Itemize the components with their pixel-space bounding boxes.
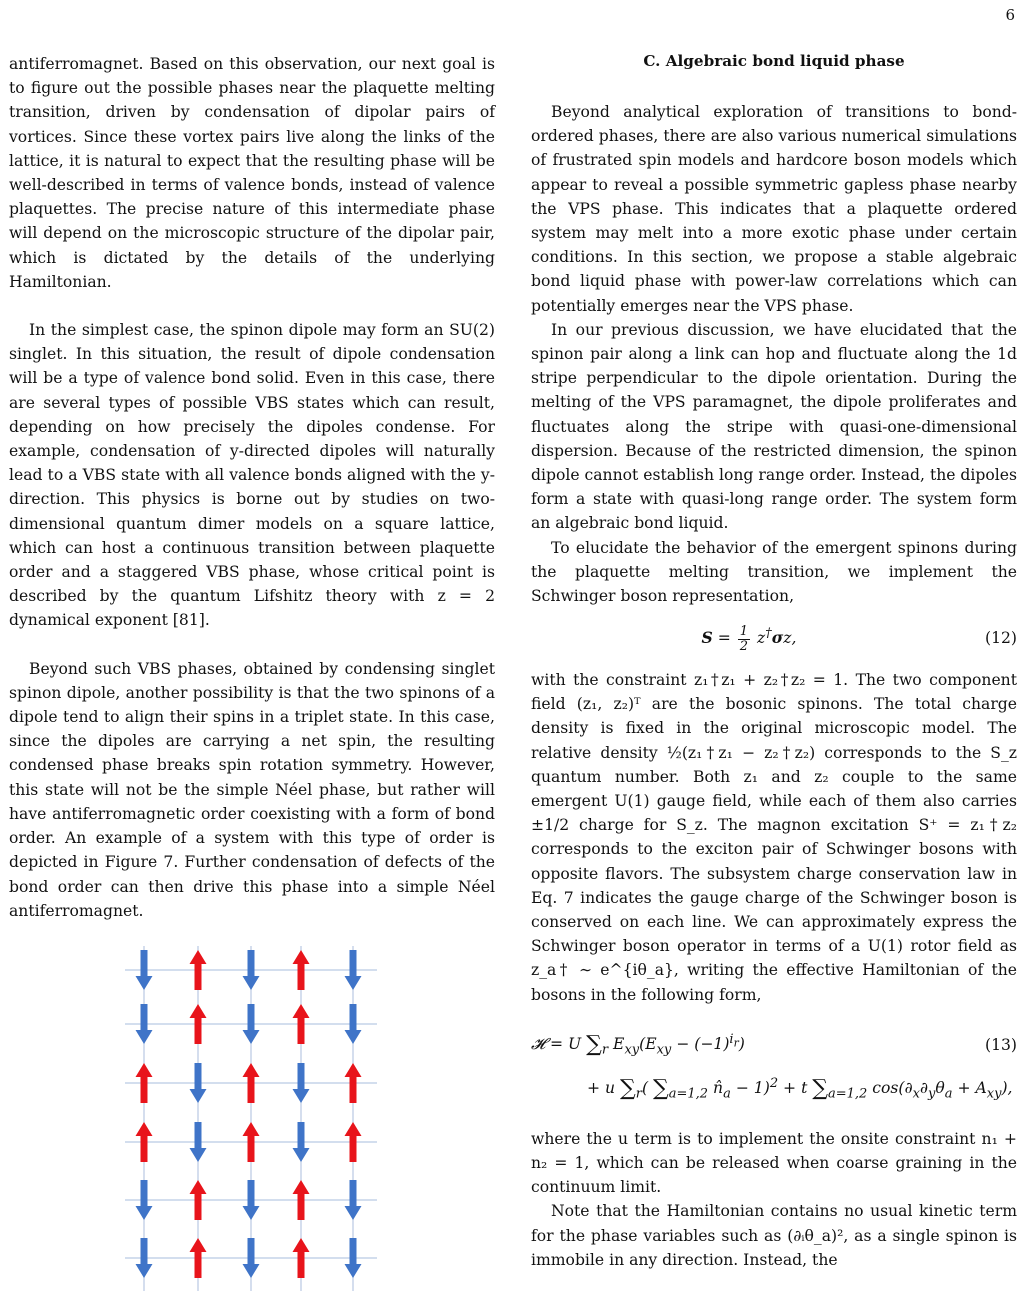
paragraph-left-1: antiferromagnet. Based on this observation, our next goal is to figure out the possible phases near the plaquette melting transition, driven by condensation of dipolar pairs of vortices. Since these vortex pairs live along the links of the lattice, it is natural to expect that the resulting phase will be well-described in terms of valence bonds, instead of valence plaquettes. The precise nature of this intermediate phase will depend on the microscopic structure of the dipolar pair, which is dictated by the details of the underlying Hamiltonian. [9,55,495,291]
left-column [9,52,495,923]
equation-13: 𝓗 = U $\sum_r$ $E_{xy}(E_{xy} - (-1)^{i_r})$ (13) + u $\sum_r$( $\sum_{a=1,2}$ $n̂_a - 1)^2 + t$ $\sum_{a=1,2}$ $\cos(\partial_x\partial_y\theta_a + A_{xy})$, [531,1031,1017,1101]
figure-7-spin-lattice [125,946,380,1296]
paragraph-right-1: Beyond analytical exploration of transitions to bond-ordered phases, there are also various numerical simulations of frustrated spin models and hardcore boson models which appear to reveal a possible symmetric gapless phase nearby the VPS phase. This indicates that a plaquette ordered system may melt into a more exotic phase under certain conditions. In this section, we propose a stable algebraic bond liquid phase with power-law correlations which can potentially emerges near the VPS phase. [531,103,1017,315]
paragraph-left-2: In the simplest case, the spinon dipole may form an SU(2) singlet. In this situation, the result of dipole condensation will be a type of valence bond solid. Even in this case, there are several types of possible VBS states which can result, depending on how precisely the dipoles condense. For example, condensation of y-directed dipoles will naturally lead to a VBS state with all valence bonds aligned with the y-direction. This physics is borne out by studies on two-dimensional quantum dimer models on a square lattice, which can host a continuous transition between plaquette order and a staggered VBS phase, whose critical point is described by the quantum Lifshitz theory with z = 2 dynamical exponent [81]. [9,321,495,630]
paragraph-right-5: where the u term is to implement the onsite constraint n₁ + n₂ = 1, which can be released when coarse graining in the continuum limit. [531,1129,1017,1197]
section-heading: C. Algebraic bond liquid phase [643,52,905,70]
equation-13-number: (13) [984,1035,1017,1054]
paragraph-right-6: Note that the Hamiltonian contains no usual kinetic term for the phase variables such as (∂ᵢθ_a)², as a single spinon is immobile in any direction. Instead, the [531,1202,1017,1269]
paragraph-right-3: To elucidate the behavior of the emergent spinons during the plaquette melting transition, we implement the Schwinger boson representation, [531,538,1017,606]
right-column [531,52,1017,1272]
paragraph-right-2: In our previous discussion, we have elucidated that the spinon pair along a link can hop and fluctuate along the 1d stripe perpendicular to the dipole orientation. During the melting of the VPS paramagnet, the dipole proliferates and fluctuates along the stripe with quasi-one-dimensional dispersion. Because of the restricted dimension, the spinon dipole cannot establish long range order. Instead, the dipoles form a state with quasi-long range order. The system form an algebraic bond liquid. [531,320,1017,533]
equation-12-number: (12) [984,629,1017,647]
paragraph-right-4: with the constraint z₁†z₁ + z₂†z₂ = 1. The two component field (z₁, z₂)ᵀ are the bosonic spinons. The total charge density is fixed in the original microscopic model. The relative density ½(z₁†z₁ − z₂†z₂) corresponds to the S_z quantum number. Both z₁ and z₂ couple to the same emergent U(1) gauge field, while each of them also carries ±1/2 charge for S_z. The magnon excitation S⁺ = z₁†z₂ corresponds to the exciton pair of Schwinger bosons with opposite flavors. The subsystem charge conservation law in Eq. 7 indicates the gauge charge of the Schwinger boson is conserved on each line. We can approximately express the Schwinger boson operator in terms of a U(1) rotor field as z_a† ∼ e^{iθ_a}, writing the effective Hamiltonian of the bosons in the following form, [531,670,1017,1004]
page-number: 6 [1005,6,1015,24]
equation-12: S = $\frac{1}{2}$ z†σz, (12) [701,623,1017,654]
paragraph-left-3: Beyond such VBS phases, obtained by condensing singlet spinon dipole, another possibility is that the two spinons of a dipole tend to align their spins in a triplet state. In this case, since the dipoles are carrying a net spin, the resulting condensed phase breaks spin rotation symmetry. However, this state will not be the simple Néel phase, but rather will have antiferromagnetic order coexisting with a form of bond order. An example of a system with this type of order is depicted in Figure 7. Further condensation of defects of the bond order can then drive this phase into a simple Néel antiferromagnet. [9,659,495,920]
